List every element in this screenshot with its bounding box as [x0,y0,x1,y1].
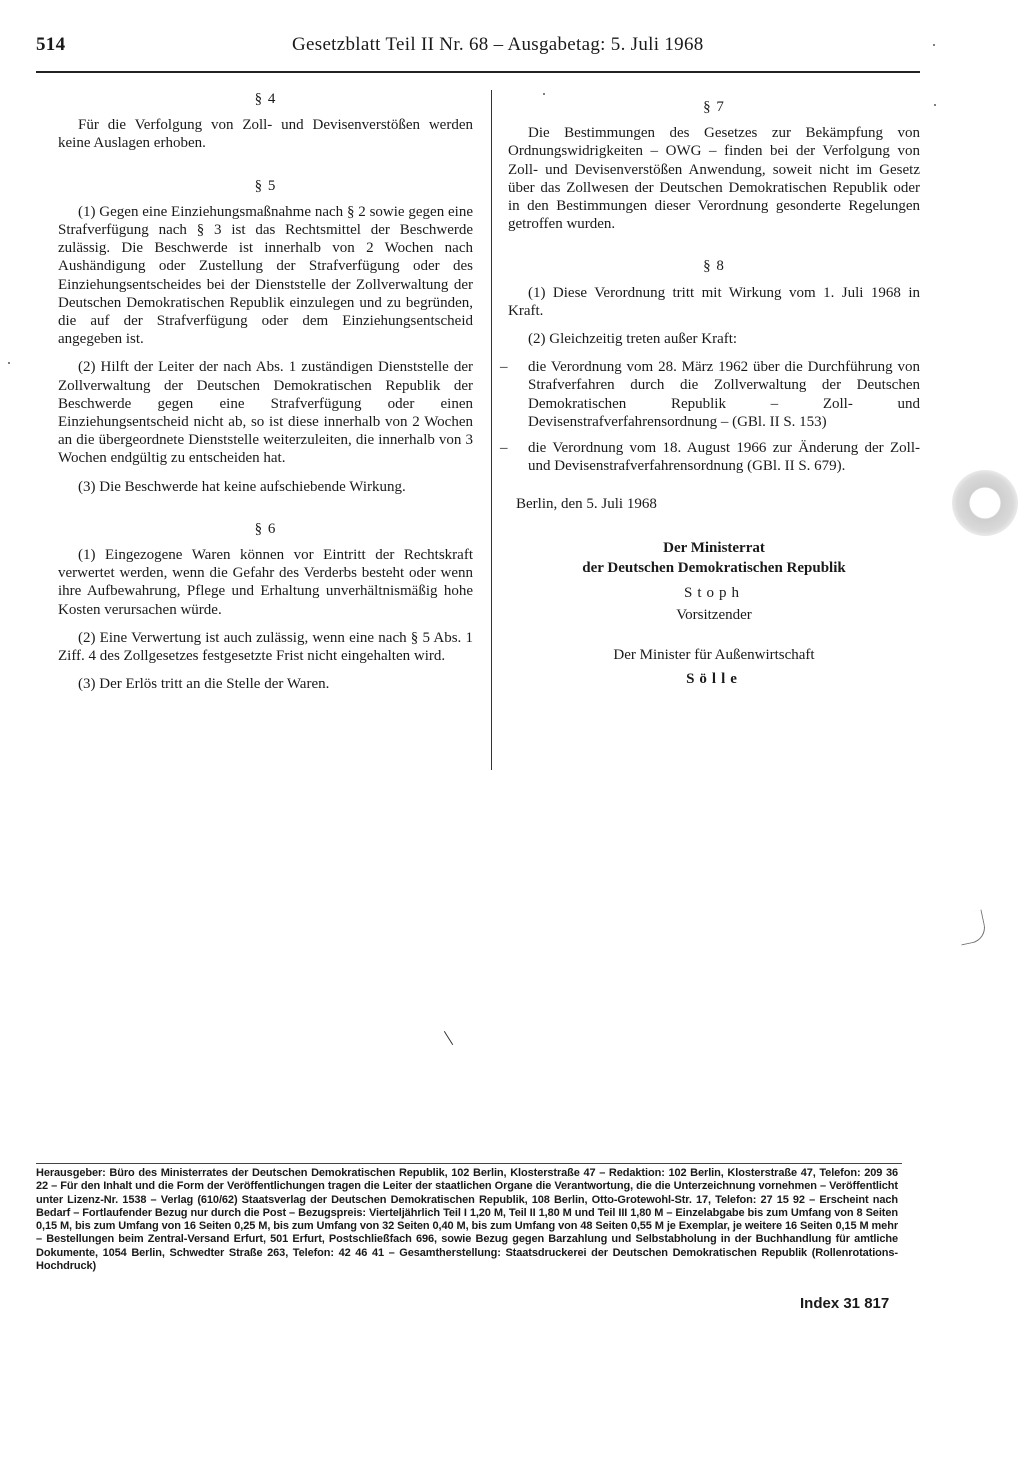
section-heading-5: § 5 [254,177,277,194]
issuing-body-line-1: Der Ministerrat [663,539,765,556]
minister-name: Sölle [686,671,742,688]
signature-block [508,538,920,689]
section-heading-8: § 8 [703,258,725,275]
spacer [58,163,473,177]
stray-mark [444,1031,453,1045]
section-4-text: Für die Verfolgung von Zoll- und Devisenverstößen werden keine Auslagen erhoben. [58,117,473,152]
scan-artifact-mark [955,910,988,946]
running-title: Gesetzblatt Teil II Nr. 68 – Ausgabetag: 5. Juli 1968 [292,34,704,55]
list-item-text: die Verordnung vom 18. August 1966 zur Änderung der Zoll- und Devisenstrafverfahrensordnung (GBl. II S. 679). [528,440,920,475]
right-column [500,98,920,692]
page-header [36,26,920,70]
repealed-regulation-item [500,439,920,475]
header-rule [36,71,920,73]
speck-mark [934,104,936,106]
column-divider [491,90,492,770]
section-5-paragraph-3: (3) Die Beschwerde hat keine aufschiebende Wirkung. [78,478,406,495]
section-heading-6: § 6 [254,520,277,537]
speck-mark [8,362,10,364]
punch-hole-mark [952,470,1018,536]
list-item-text: die Verordnung vom 28. März 1962 über die Durchführung von Strafverfahren durch die Zollverwaltung der Deutschen Demokratischen Republik – Zoll- und Devisenstrafverfahrensordnung – (GBl. II S. 153) [528,359,920,430]
section-5-paragraph-1: (1) Gegen eine Einziehungsmaßnahme nach § 2 sowie gegen eine Strafverfügung nach § 3 ist das Rechtsmittel der Beschwerde zulässig. Die Beschwerde ist innerhalb von 2 Wochen nach Aushändigung oder Zustellung der Strafverfügung oder des Einziehungsentscheides bei der Dienststelle der Zollverwaltung der Deutschen Demokratischen Republik einzulegen und zu begründen, die auf der Strafverfügung oder dem Einziehungsentscheid angegeben ist. [58,203,473,348]
section-5-paragraph-2: (2) Hilft der Leiter der nach Abs. 1 zuständigen Dienststelle der Zollverwaltung der Deutschen Demokratischen Republik der Beschwerde gegen eine Strafverfügung oder einen Einziehungsentscheid nicht ab, so ist diese innerhalb von 2 Wochen an die übergeordnete Dienststelle weiterzuleiten, die innerhalb von 3 Wochen endgültig zu entscheiden hat. [58,359,473,467]
place-and-date: Berlin, den 5. Juli 1968 [516,496,657,513]
minister-title: Der Minister für Außenwirtschaft [613,647,815,664]
signatory-name: Stoph [683,584,744,601]
list-dash: – [500,440,508,457]
section-7-text: Die Bestimmungen des Gesetzes zur Bekämpfung von Ordnungswidrigkeiten – OWG – finden bei der Verfolgung von Zoll- und Devisenverstößen Anwendung, soweit nicht im Gesetz über das Zollwesen der Deutschen Demokratischen Republik oder in den Bestimmungen dieser Verordnung gesonderte Regelungen getroffen wurden. [508,125,920,233]
signatory-role: Vorsitzender [676,606,752,623]
publisher-imprint: Herausgeber: Büro des Ministerrates der Deutschen Demokratischen Republik, 102 Berlin, Klosterstraße 47 – Redaktion: 102 Berlin, Klosterstraße 47, Telefon: 209 36 22 – Für den Inhalt und die Form der Veröffentlichungen tragen die Leiter der staatlichen Organe die Verantwortung, die die Unterzeichnung vornehmen – Veröffentlicht unter Lizenz-Nr. 1538 – Verlag (610/62) Staatsverlag der Deutschen Demokratischen Republik, 108 Berlin, Otto-Grotewohl-Str. 17, Telefon: 27 15 92 – Erscheint nach Bedarf – Fortlaufender Bezug nur durch die Post – Bezugspreis: Vierteljährlich Teil I 1,20 M, Teil II 1,80 M und Teil III 1,80 M – Einzelabgabe bis zum Umfang von 8 Seiten 0,15 M, bis zum Umfang von 16 Seiten 0,25 M, bis zum Umfang von 32 Seiten 0,40 M, bis zum Umfang von 48 Seiten 0,55 M je Exemplar, je weitere 16 Seiten 0,15 M mehr – Bestellungen beim Zentral-Versand Erfurt, 501 Erfurt, Postschließfach 696, sowie Bezug gegen Barzahlung und Selbstabholung in der Buchhandlung für amtliche Dokumente, 1054 Berlin, Schwedter Straße 263, Telefon: 42 46 41 – Gesamtherstellung: Staatsdruckerei der Deutschen Demokratischen Republik (Rollenrotations-Hochdruck) [36,1167,898,1273]
section-6-paragraph-3: (3) Der Erlös tritt an die Stelle der Waren. [78,676,330,693]
section-6-paragraph-1: (1) Eingezogene Waren können vor Eintritt der Rechtskraft verwertet werden, wenn die Gefahr des Verderbs besteht oder wenn ihre Aufbewahrung, Pflege und Erhaltung unverhältnismäßig hohe Kosten verursachen würde. [58,547,473,618]
section-8-paragraph-1: (1) Diese Verordnung tritt mit Wirkung vom 1. Juli 1968 in Kraft. [508,284,920,319]
issuing-body-line-2: der Deutschen Demokratischen Republik [582,559,846,576]
list-dash: – [500,359,508,376]
section-6-paragraph-2: (2) Eine Verwertung ist auch zulässig, wenn eine nach § 5 Abs. 1 Ziff. 4 des Zollgesetzes festgesetzte Frist nicht eingehalten wird. [58,629,473,665]
section-heading-4: § 4 [254,91,277,107]
section-8-paragraph-2: (2) Gleichzeitig treten außer Kraft: [528,331,738,348]
page-number: 514 [36,34,66,55]
index-number: Index 31 817 [800,1295,890,1312]
spacer [58,506,473,520]
section-heading-7: § 7 [703,99,725,115]
repealed-regulation-item [500,358,920,431]
speck-mark [543,93,545,95]
speck-mark [933,44,935,46]
footer-rule [36,1163,902,1164]
left-column [58,90,473,703]
spacer [508,243,920,257]
